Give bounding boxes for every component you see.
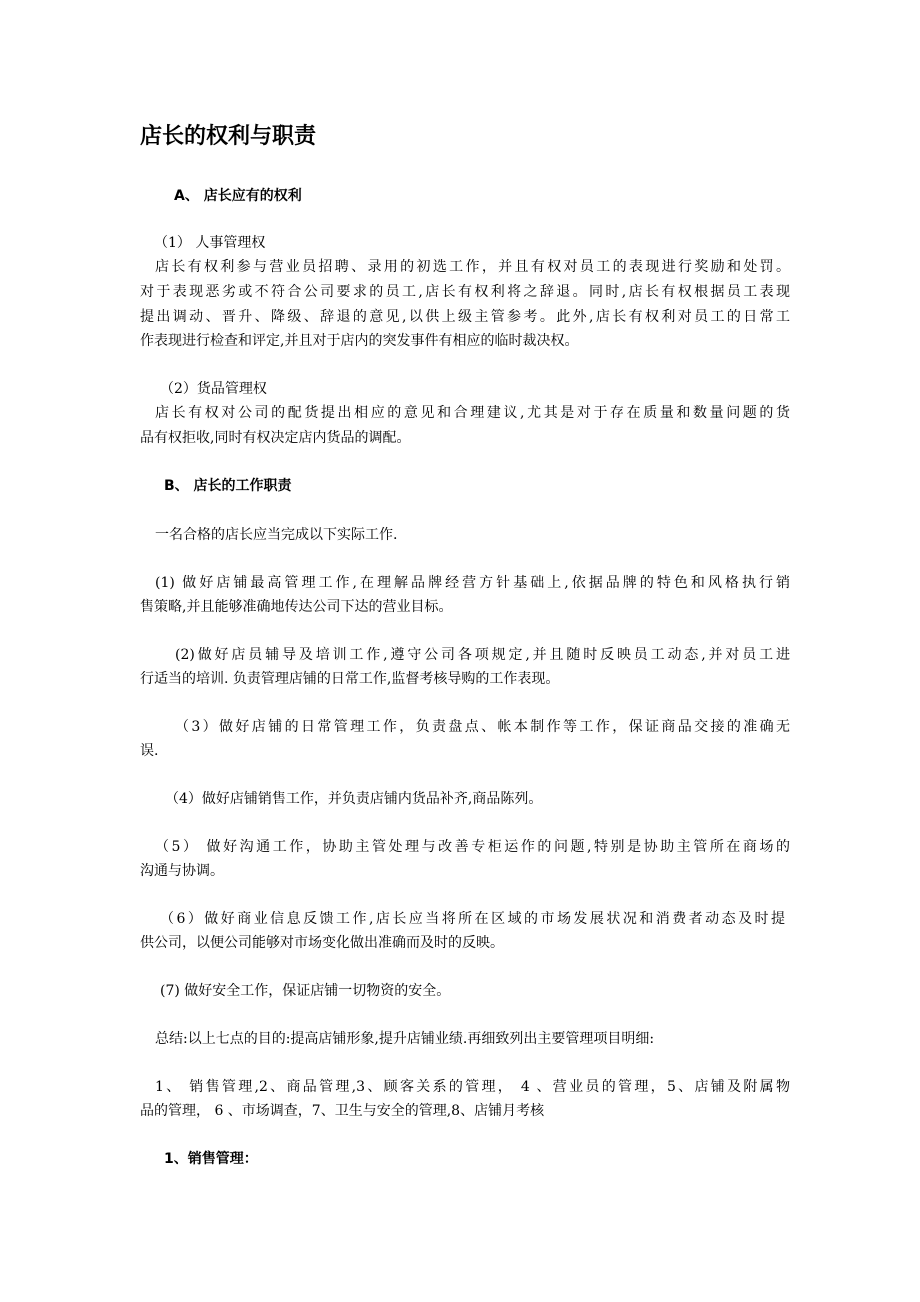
duty-7-line-1: (7) 做好安全工作，保证店铺一切物资的安全。 (160, 983, 451, 999)
duties-intro: 一名合格的店长应当完成以下实际工作. (155, 527, 398, 543)
duty-6-line-1: （6）做好商业信息反馈工作,店长应当将所在区域的市场发展状况和消费者动态及时提 (160, 911, 785, 927)
items-list-line-1: 1、 销售管理,2、商品管理,3、顾客关系的管理， 4 、营业员的管理，5、店铺及附属物 (155, 1079, 790, 1095)
item2-label: （2）货品管理权 (160, 381, 267, 397)
item1-line-2: 对于表现恶劣或不符合公司要求的员工,店长有权利将之辞退。同时,店长有权根据员工表现 (140, 284, 790, 300)
duty-6-line-2: 供公司，以便公司能够对市场变化做出准确而及时的反映。 (140, 935, 504, 951)
item2-line-2: 品有权拒收,同时有权决定店内货品的调配。 (140, 430, 411, 446)
duty-3-line-2: 误. (140, 743, 159, 759)
duty-5-line-1: （5） 做好沟通工作，协助主管处理与改善专柜运作的问题,特别是协助主管所在商场的 (155, 839, 790, 855)
duty-1-line-2: 售策略,并且能够准确地传达公司下达的营业目标。 (140, 599, 453, 615)
duty-5-line-2: 沟通与协调。 (140, 863, 224, 879)
item2-line-1: 店长有权对公司的配货提出相应的意见和合理建议,尤其是对于存在质量和数量问题的货 (155, 405, 790, 421)
section-b-heading: B、 店长的工作职责 (164, 478, 292, 494)
item1-line-4: 作表现进行检查和评定,并且对于店内的突发事件有相应的临时裁决权。 (140, 333, 579, 349)
duty-2-line-1: (2)做好店员辅导及培训工作,遵守公司各项规定,并且随时反映员工动态,并对员工进 (175, 647, 790, 663)
duty-1-line-1: (1) 做好店铺最高管理工作,在理解品牌经营方针基础上,依据品牌的特色和风格执行销 (155, 575, 790, 591)
duty-2-line-2: 行适当的培训. 负责管理店铺的日常工作,监督考核导购的工作表现。 (140, 671, 560, 687)
sales-management-subheading: 1、销售管理： (164, 1151, 258, 1167)
document-title: 店长的权利与职责 (140, 124, 317, 149)
item1-line-1: 店长有权利参与营业员招聘、录用的初选工作，并且有权对员工的表现进行奖励和处罚。 (155, 259, 790, 275)
duty-4-line-1: （4）做好店铺销售工作，并负责店铺内货品补齐,商品陈列。 (165, 791, 543, 807)
duty-3-line-1: （3）做好店铺的日常管理工作，负责盘点、帐本制作等工作，保证商品交接的准确无 (175, 719, 790, 735)
summary-line: 总结:以上七点的目的:提高店铺形象,提升店铺业绩.再细致列出主要管理项目明细: (155, 1031, 655, 1047)
section-a-heading: A、 店长应有的权利 (174, 188, 302, 204)
item1-line-3: 提出调动、晋升、降级、辞退的意见,以供上级主管参考。此外,店长有权利对员工的日常工 (140, 309, 790, 325)
item1-label: （1） 人事管理权 (154, 235, 266, 251)
items-list-line-2: 品的管理， 6 、市场调查，7、卫生与安全的管理,8、店铺月考核 (140, 1103, 545, 1119)
